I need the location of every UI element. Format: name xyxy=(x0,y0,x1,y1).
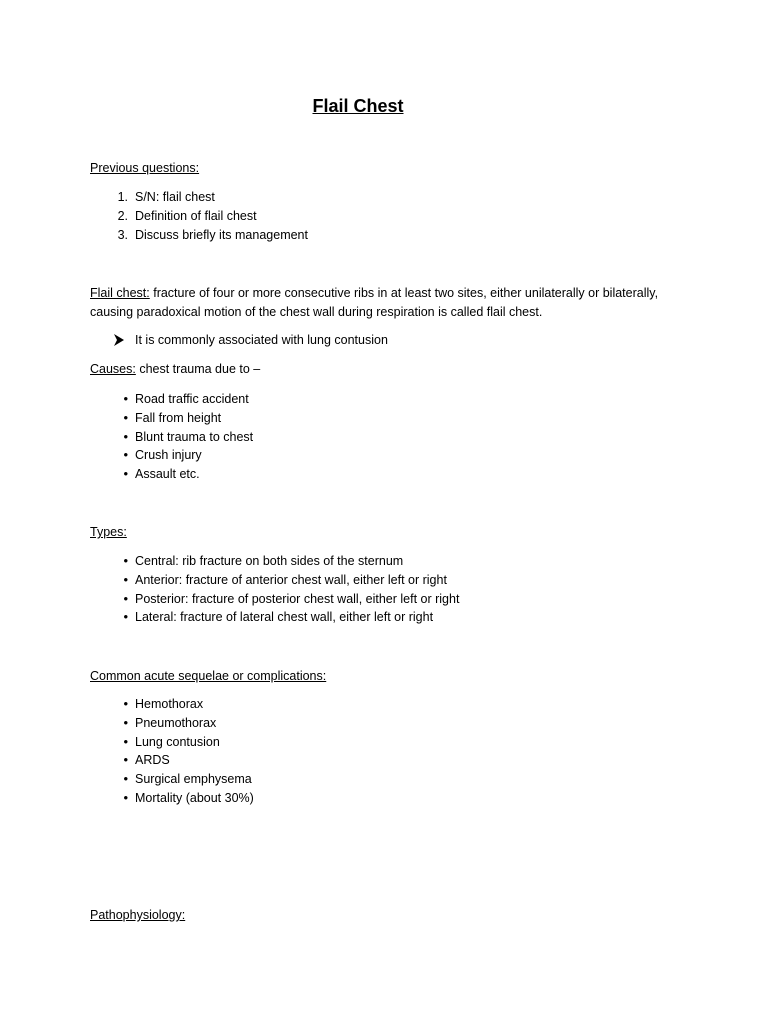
bullet-icon: • xyxy=(123,714,128,730)
list-item xyxy=(90,714,690,733)
list-item xyxy=(90,390,690,409)
list-item xyxy=(90,789,690,808)
previous-questions-label: Previous questions: xyxy=(90,161,200,175)
list-item xyxy=(90,446,690,465)
list-item-text: Road traffic accident xyxy=(135,392,249,406)
list-item-text: Posterior: fracture of posterior chest wall, either left or right xyxy=(135,591,460,606)
list-item-text: Blunt trauma to chest xyxy=(135,429,254,444)
types-label: Types: xyxy=(90,525,127,539)
definition-note: It is commonly associated with lung contusion xyxy=(135,333,388,347)
definition-term: Flail chest: xyxy=(90,286,150,300)
causes-heading xyxy=(90,360,690,379)
complications-label: Common acute sequelae or complications: xyxy=(90,669,327,683)
list-item-text: Lung contusion xyxy=(135,734,220,749)
bullet-icon: • xyxy=(123,391,128,406)
list-item-text: Lateral: fracture of lateral chest wall, either left or right xyxy=(135,610,434,625)
list-item xyxy=(90,751,690,770)
bullet-icon: • xyxy=(123,733,128,749)
bullet-icon: • xyxy=(123,409,128,425)
list-item-text: Pneumothorax xyxy=(135,715,217,730)
list-item-text: Discuss briefly its management xyxy=(135,227,308,242)
bullet-icon: • xyxy=(123,553,128,568)
bullet-icon: • xyxy=(123,789,128,805)
types-list xyxy=(90,552,690,627)
list-item xyxy=(90,733,690,752)
list-item-text: Surgical emphysema xyxy=(135,772,252,787)
list-item xyxy=(90,409,690,428)
list-item xyxy=(90,608,690,627)
list-item-text: Crush injury xyxy=(135,448,202,463)
list-item-text: Assault etc. xyxy=(135,467,200,482)
bullet-icon: • xyxy=(123,447,128,463)
list-item xyxy=(90,770,690,789)
definition-paragraph xyxy=(90,284,710,322)
list-item xyxy=(90,188,690,207)
list-item-text: S/N: flail chest xyxy=(135,190,215,204)
bullet-icon: • xyxy=(123,752,128,768)
complications-list xyxy=(90,695,690,808)
definition-line-2: causing paradoxical motion of the chest wall during respiration is called flail chest. xyxy=(90,305,543,319)
bullet-icon: • xyxy=(123,571,128,587)
pathophysiology-label: Pathophysiology: xyxy=(90,908,186,922)
list-item xyxy=(90,428,690,447)
list-item xyxy=(90,552,690,571)
list-item xyxy=(90,571,690,590)
arrow-bullet-icon xyxy=(113,333,125,347)
list-item-text: Hemothorax xyxy=(135,697,204,711)
causes-list xyxy=(90,390,690,484)
list-item xyxy=(90,465,690,484)
list-item-text: ARDS xyxy=(135,753,170,768)
list-number: 3. xyxy=(117,227,128,242)
bullet-icon: • xyxy=(123,696,128,711)
previous-questions-heading xyxy=(90,159,690,178)
causes-label: Causes: xyxy=(90,362,136,376)
bullet-icon: • xyxy=(123,428,128,444)
list-item-text: Fall from height xyxy=(135,410,222,425)
definition-line-1: fracture of four or more consecutive ribs in at least two sites, either unilaterally or bilaterally, xyxy=(149,286,659,300)
list-item xyxy=(90,207,690,226)
previous-questions-list xyxy=(90,188,690,244)
bullet-icon: • xyxy=(123,771,128,787)
list-item-text: Definition of flail chest xyxy=(135,208,257,223)
complications-heading xyxy=(90,667,690,686)
bullet-icon: • xyxy=(123,590,128,606)
causes-intro: chest trauma due to – xyxy=(135,362,261,376)
list-number: 1. xyxy=(117,190,128,204)
list-number: 2. xyxy=(117,208,128,223)
list-item-text: Anterior: fracture of anterior chest wall, either left or right xyxy=(135,572,447,587)
page-title: Flail Chest xyxy=(312,96,404,116)
list-item-text: Central: rib fracture on both sides of the sternum xyxy=(135,554,404,568)
pathophysiology-heading xyxy=(90,906,690,925)
list-item xyxy=(90,226,690,245)
bullet-icon: • xyxy=(123,466,128,482)
types-heading xyxy=(90,523,690,542)
list-item xyxy=(90,590,690,609)
list-item-text: Mortality (about 30%) xyxy=(135,790,254,805)
bullet-icon: • xyxy=(123,609,128,625)
list-item xyxy=(90,695,690,714)
